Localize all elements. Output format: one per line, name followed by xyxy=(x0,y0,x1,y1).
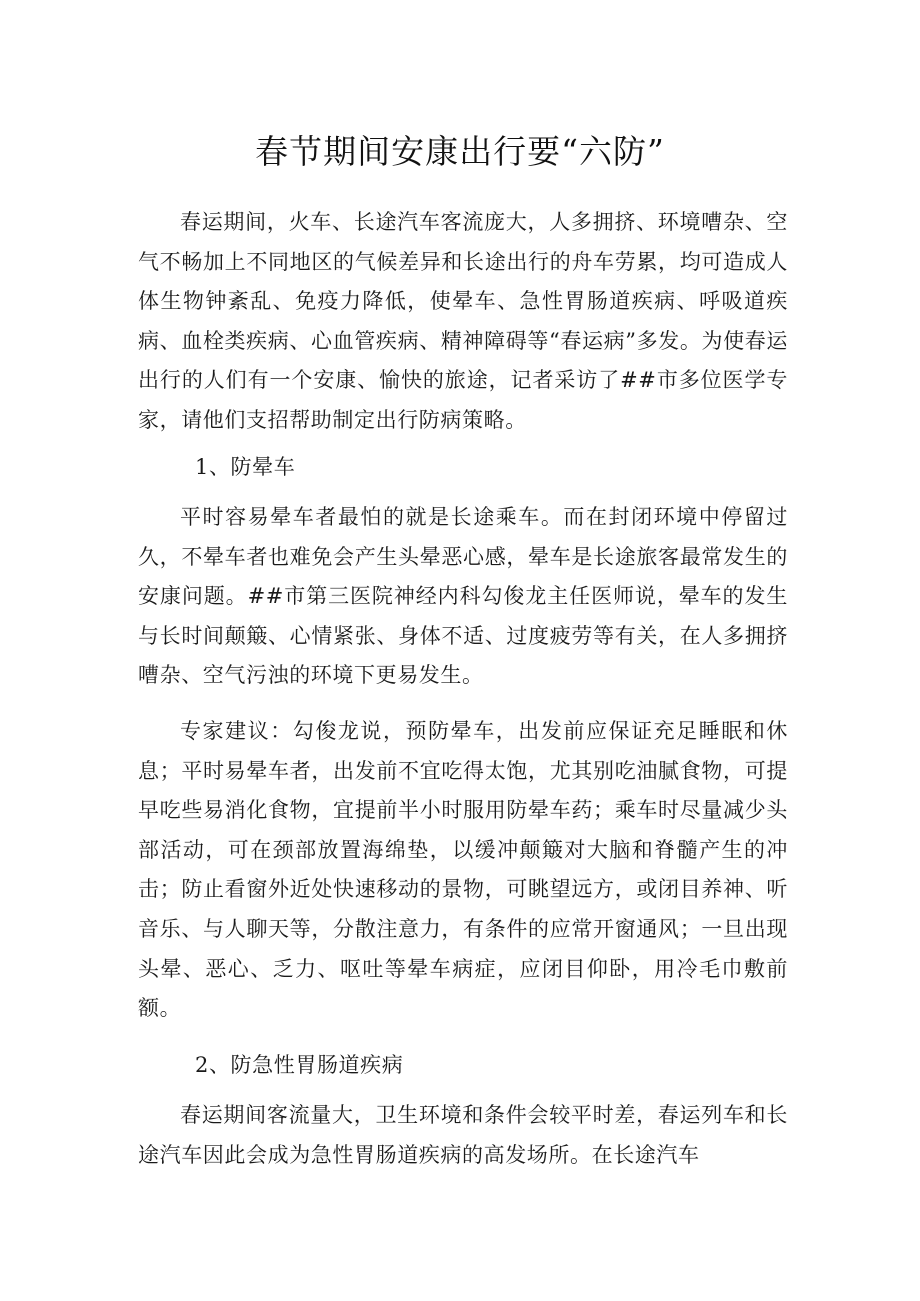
section-2-paragraph-1: 春运期间客流量大，卫生环境和条件会较平时差，春运列车和长途汽车因此会成为急性胃肠道疾病的高发场所。在长途汽车 xyxy=(138,1103,788,1167)
document-title: 春节期间安康出行要“六防” xyxy=(255,132,665,171)
intro-paragraph: 春运期间，火车、长途汽车客流庞大，人多拥挤、环境嘈杂、空气不畅加上不同地区的气候差异和长途出行的舟车劳累，均可造成人体生物钟紊乱、免疫力降低，使晕车、急性胃肠道疾病、呼吸道疾病、血栓类疾病、心血管疾病、精神障碍等“春运病”多发。为使春运出行的人们有一个安康、愉快的旅途，记者采访了##市多位医学专家，请他们支招帮助制定出行防病策略。 xyxy=(138,210,788,432)
section-1-paragraph-2: 专家建议：勾俊龙说，预防晕车，出发前应保证充足睡眠和休息；平时易晕车者，出发前不宜吃得太饱，尤其别吃油腻食物，可提早吃些易消化食物，宜提前半小时服用防晕车药；乘车时尽量减少头部活动，可在颈部放置海绵垫，以缓冲颠簸对大脑和脊髓产生的冲击；防止看窗外近处快速移动的景物，可眺望远方，或闭目养神、听音乐、与人聊天等，分散注意力，有条件的应常开窗通风；一旦出现头晕、恶心、乏力、呕吐等晕车病症，应闭目仰卧，用冷毛巾敷前额。 xyxy=(138,719,788,1021)
section-1-paragraph-1: 平时容易晕车者最怕的就是长途乘车。而在封闭环境中停留过久，不晕车者也难免会产生头晕恶心感，晕车是长途旅客最常发生的安康问题。##市第三医院神经内科勾俊龙主任医师说，晕车的发生与长时间颠簸、心情紧张、身体不适、过度疲劳等有关，在人多拥挤嘈杂、空气污浊的环境下更易发生。 xyxy=(138,505,788,688)
section-heading-motion-sickness: 1、防晕车 xyxy=(195,455,296,479)
section-heading-gastrointestinal: 2、防急性胃肠道疾病 xyxy=(195,1053,404,1077)
